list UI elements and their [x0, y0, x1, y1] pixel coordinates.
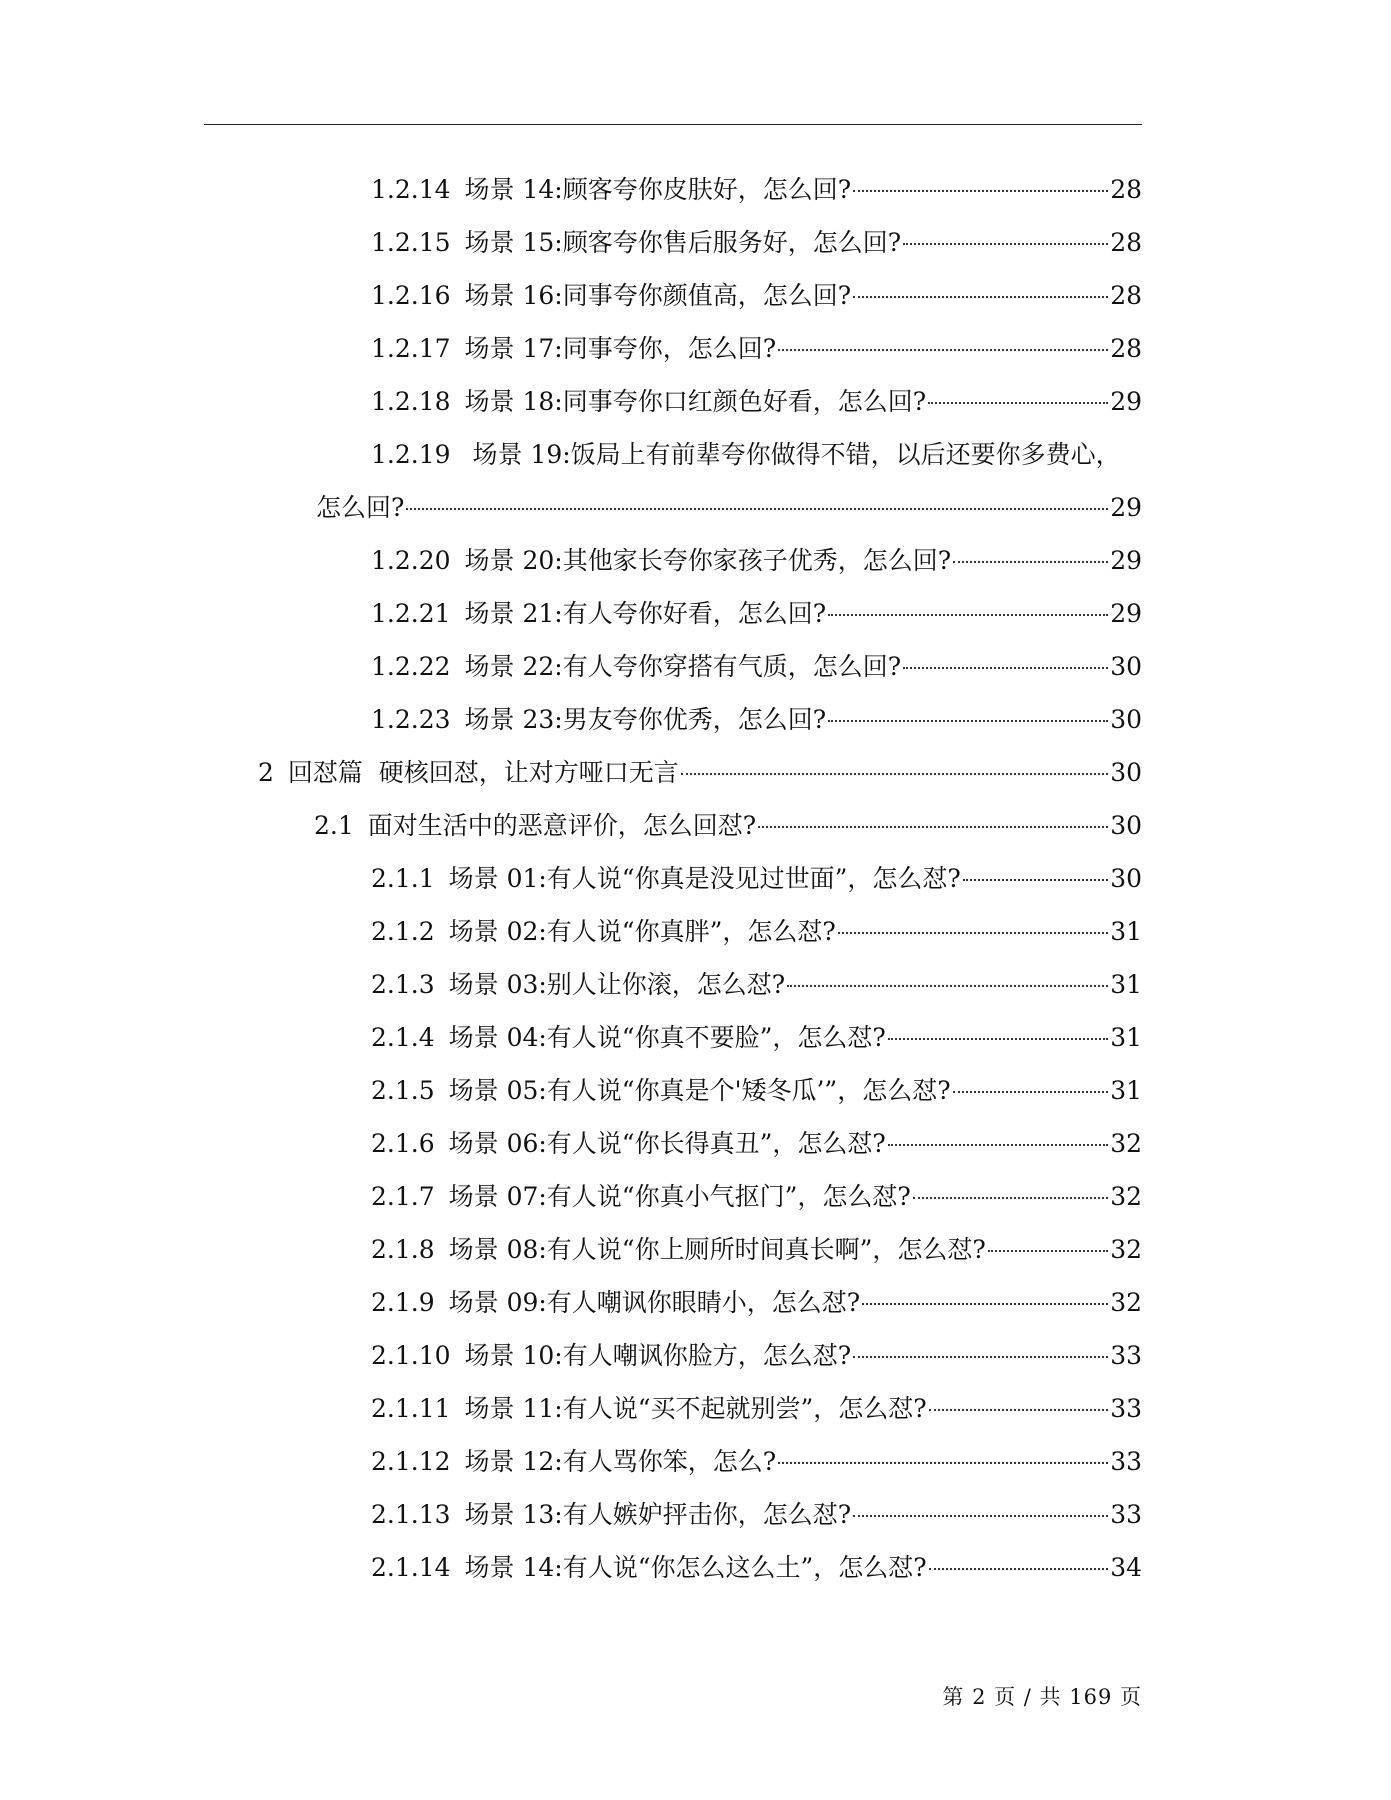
toc-entry-number: 1.2.18 — [371, 387, 451, 416]
toc-entry[interactable] — [371, 647, 1142, 687]
toc-entry-wrapped-first-line[interactable] — [371, 435, 1121, 475]
dot-leader — [929, 1409, 1109, 1411]
dot-leader — [953, 561, 1108, 563]
toc-entry-title: 场景 01:有人说“你真是没见过世面”，怎么怼? — [448, 864, 961, 893]
toc-entry-number: 2.1.3 — [371, 970, 435, 999]
toc-entry-number: 2 — [258, 758, 274, 787]
toc-entry[interactable] — [371, 912, 1142, 952]
toc-entry[interactable] — [371, 1389, 1142, 1429]
dot-leader — [888, 1144, 1108, 1146]
dot-leader — [828, 614, 1108, 616]
toc-chapter-entry[interactable] — [258, 753, 1142, 793]
toc-entry-page: 28 — [1110, 228, 1142, 257]
toc-entry[interactable] — [371, 1548, 1142, 1588]
toc-entry-number: 2.1.1 — [371, 864, 435, 893]
toc-entry-page: 33 — [1110, 1394, 1142, 1423]
toc-entry-page: 32 — [1110, 1182, 1142, 1211]
toc-entry-page: 28 — [1110, 281, 1142, 310]
toc-entry-number: 1.2.16 — [371, 281, 451, 310]
toc-entry-number: 2.1.2 — [371, 917, 435, 946]
toc-entry-page: 28 — [1110, 334, 1142, 363]
dot-leader — [953, 1091, 1109, 1093]
toc-entry[interactable] — [371, 170, 1142, 210]
toc-entry-page: 30 — [1110, 758, 1142, 787]
toc-entry-title: 场景 23:男友夸你优秀，怎么回? — [464, 705, 827, 734]
toc-entry[interactable] — [371, 965, 1142, 1005]
dot-leader — [929, 1568, 1109, 1570]
dot-leader — [853, 1356, 1108, 1358]
toc-entry-title: 场景 13:有人嫉妒抨击你，怎么怼? — [464, 1500, 852, 1529]
dot-leader — [778, 349, 1108, 351]
toc-entry-title: 场景 22:有人夸你穿搭有气质，怎么回? — [464, 652, 902, 681]
toc-entry-title: 场景 17:同事夸你，怎么回? — [464, 334, 777, 363]
toc-entry[interactable] — [371, 1442, 1142, 1482]
toc-entry[interactable] — [371, 1071, 1142, 1111]
dot-leader — [903, 667, 1108, 669]
toc-entry-title: 回怼篇 硬核回怼，让对方哑口无言 — [287, 758, 679, 787]
toc-entry-page: 31 — [1110, 970, 1142, 999]
toc-entry-title: 场景 16:同事夸你颜值高，怎么回? — [464, 281, 852, 310]
toc-entry-title: 场景 14:顾客夸你皮肤好，怎么回? — [464, 175, 852, 204]
toc-entry-page: 30 — [1110, 652, 1142, 681]
toc-entry[interactable] — [371, 700, 1142, 740]
toc-entry-number: 2.1.9 — [371, 1288, 435, 1317]
toc-entry-page: 31 — [1110, 1023, 1142, 1052]
toc-entry[interactable] — [371, 541, 1142, 581]
dot-leader — [963, 879, 1108, 881]
toc-entry[interactable] — [371, 223, 1142, 263]
dot-leader — [787, 985, 1108, 987]
toc-entry-title: 场景 10:有人嘲讽你脸方，怎么怼? — [464, 1341, 852, 1370]
toc-entry-title: 场景 15:顾客夸你售后服务好，怎么回? — [464, 228, 902, 257]
dot-leader — [913, 1197, 1108, 1199]
toc-entry[interactable] — [371, 382, 1142, 422]
toc-entry-title: 场景 07:有人说“你真小气抠门”，怎么怼? — [448, 1182, 911, 1211]
dot-leader — [853, 296, 1108, 298]
toc-entry-page: 32 — [1110, 1288, 1142, 1317]
toc-entry-title: 场景 18:同事夸你口红颜色好看，怎么回? — [464, 387, 927, 416]
toc-entry-number: 2.1.8 — [371, 1235, 435, 1264]
toc-entry-number: 2.1.10 — [371, 1341, 451, 1370]
toc-entry-page: 28 — [1110, 175, 1142, 204]
toc-entry-page: 33 — [1110, 1447, 1142, 1476]
page-number-footer: 第 2 页 / 共 169 页 — [942, 1685, 1142, 1709]
toc-entry-page: 29 — [1110, 387, 1142, 416]
toc-entry-page: 32 — [1110, 1235, 1142, 1264]
toc-entry-page: 29 — [1110, 493, 1142, 522]
toc-section-entry[interactable] — [314, 806, 1142, 846]
toc-entry-number: 2.1.13 — [371, 1500, 451, 1529]
toc-entry-title: 场景 21:有人夸你好看，怎么回? — [464, 599, 827, 628]
dot-leader — [862, 1303, 1108, 1305]
toc-entry-title: 场景 06:有人说“你长得真丑”，怎么怼? — [448, 1129, 886, 1158]
toc-entry-number: 1.2.22 — [371, 652, 451, 681]
toc-entry-number: 2.1 — [314, 811, 354, 840]
toc-entry-number: 1.2.23 — [371, 705, 451, 734]
dot-leader — [853, 1515, 1108, 1517]
toc-entry[interactable] — [371, 594, 1142, 634]
toc-entry-number: 2.1.12 — [371, 1447, 451, 1476]
toc-entry-title: 场景 02:有人说“你真胖”，怎么怼? — [448, 917, 836, 946]
dot-leader — [758, 826, 1108, 828]
toc-entry-title: 场景 12:有人骂你笨，怎么? — [464, 1447, 777, 1476]
toc-entry-page: 30 — [1110, 705, 1142, 734]
toc-entry[interactable] — [371, 1124, 1142, 1164]
toc-entry[interactable] — [371, 859, 1142, 899]
toc-entry-page: 32 — [1110, 1129, 1142, 1158]
toc-entry[interactable] — [371, 1018, 1142, 1058]
toc-entry-page: 33 — [1110, 1500, 1142, 1529]
toc-entry-page: 34 — [1110, 1553, 1142, 1582]
toc-entry[interactable] — [371, 1230, 1142, 1270]
toc-entry-title: 场景 03:别人让你滚，怎么怼? — [448, 970, 786, 999]
toc-entry-number: 1.2.21 — [371, 599, 451, 628]
dot-leader — [888, 1038, 1108, 1040]
toc-entry-title: 场景 14:有人说“你怎么这么土”，怎么怼? — [464, 1553, 927, 1582]
toc-entry[interactable] — [371, 1283, 1142, 1323]
toc-entry-number: 2.1.5 — [371, 1076, 435, 1105]
toc-entry[interactable] — [371, 329, 1142, 369]
toc-entry[interactable] — [371, 1177, 1142, 1217]
toc-entry[interactable] — [371, 276, 1142, 316]
toc-entry-number: 1.2.20 — [371, 546, 451, 575]
toc-entry-number: 1.2.14 — [371, 175, 451, 204]
toc-entry-page: 29 — [1110, 546, 1142, 575]
toc-entry-page: 30 — [1110, 864, 1142, 893]
toc-entry-page: 29 — [1110, 599, 1142, 628]
dot-leader — [838, 932, 1108, 934]
dot-leader — [853, 190, 1108, 192]
toc-entry-title-continuation: 怎么回? — [316, 493, 405, 522]
toc-entry-number: 2.1.4 — [371, 1023, 435, 1052]
toc-entry-number: 2.1.14 — [371, 1553, 451, 1582]
toc-entry-title: 场景 19:饭局上有前辈夸你做得不错，以后还要你多费心， — [472, 440, 1121, 469]
toc-entry-number: 2.1.7 — [371, 1182, 435, 1211]
toc-entry-page: 30 — [1110, 811, 1142, 840]
toc-entry-title: 面对生活中的恶意评价，怎么回怼? — [367, 811, 757, 840]
toc-entry-title: 场景 11:有人说“买不起就别尝”，怎么怼? — [464, 1394, 927, 1423]
toc-entry-page: 31 — [1110, 917, 1142, 946]
toc-entry-title: 场景 05:有人说“你真是个'矮冬瓜’”，怎么怼? — [448, 1076, 951, 1105]
dot-leader — [681, 773, 1108, 775]
toc-entry[interactable] — [371, 1495, 1142, 1535]
toc-entry-title: 场景 08:有人说“你上厕所时间真长啊”，怎么怼? — [448, 1235, 986, 1264]
dot-leader — [988, 1250, 1108, 1252]
toc-entry-number: 2.1.6 — [371, 1129, 435, 1158]
dot-leader — [928, 402, 1108, 404]
toc-entry[interactable] — [371, 1336, 1142, 1376]
dot-leader — [406, 508, 1108, 510]
dot-leader — [828, 720, 1108, 722]
toc-entry-page: 31 — [1110, 1076, 1142, 1105]
toc-entry-title: 场景 04:有人说“你真不要脸”，怎么怼? — [448, 1023, 886, 1052]
toc-entry-number: 1.2.15 — [371, 228, 451, 257]
toc-entry-number: 1.2.19 — [371, 440, 451, 469]
toc-entry-page: 33 — [1110, 1341, 1142, 1370]
dot-leader — [778, 1462, 1108, 1464]
toc-entry-number: 2.1.11 — [371, 1394, 451, 1423]
toc-entry-wrapped-second-line[interactable] — [316, 488, 1142, 528]
toc-entry-number: 1.2.17 — [371, 334, 451, 363]
dot-leader — [903, 243, 1108, 245]
toc-entry-title: 场景 09:有人嘲讽你眼睛小，怎么怼? — [448, 1288, 861, 1317]
toc-entry-title: 场景 20:其他家长夸你家孩子优秀，怎么回? — [464, 546, 952, 575]
